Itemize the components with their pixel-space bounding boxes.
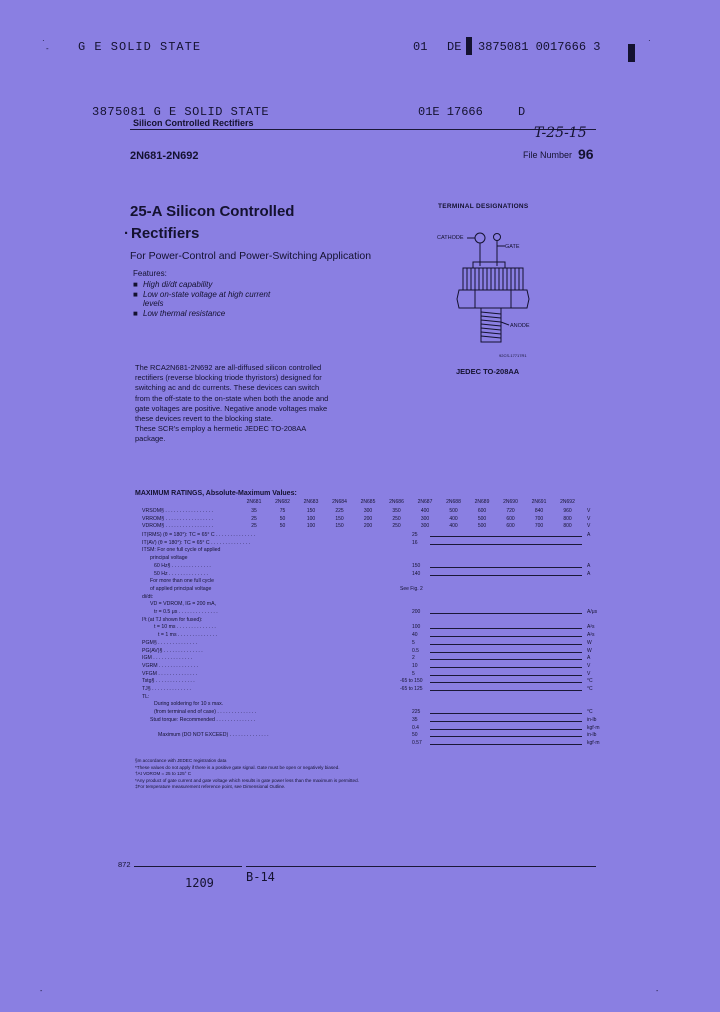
leader-line [430, 567, 582, 568]
voltage-value: 400 [449, 515, 458, 522]
voltage-value: 25 [251, 523, 257, 529]
rating-row-label: Stud torque: Recommended . . . . . . . . . . . . . . [150, 716, 256, 723]
figure-code: 92CS-17717R1 [499, 353, 527, 358]
title-line-2: Rectifiers [131, 225, 200, 242]
rating-unit: A²s [587, 624, 595, 631]
rating-unit: A [587, 532, 591, 538]
leader-line [430, 736, 582, 737]
part-number-col: 2N683 [303, 499, 319, 505]
header-rule [130, 129, 596, 130]
rating-value: See Fig. 2 [400, 585, 423, 592]
leader-line [430, 690, 582, 691]
rating-value: 50 [412, 732, 418, 739]
leader-line [430, 682, 582, 683]
footnote: §In accordance with JEDEC registration data [135, 758, 227, 763]
voltage-value: 600 [506, 523, 515, 529]
rating-row-label: t = 1 ms . . . . . . . . . . . . . . [158, 632, 217, 639]
rating-row-label: 60 Hz§ . . . . . . . . . . . . . . [154, 562, 211, 569]
leader-line [430, 652, 582, 653]
rating-value: 16 [412, 539, 418, 546]
rating-value: 0.4 [412, 724, 419, 731]
rating-value: 200 [412, 609, 421, 615]
barcode-mark [628, 44, 635, 62]
footnote: †At VDROM = 25 to 125° C [135, 771, 192, 776]
voltage-value: 500 [477, 515, 487, 522]
leader-line [430, 575, 582, 576]
rating-unit: kgf·m [587, 739, 600, 746]
voltage-value: 800 [563, 515, 572, 522]
leader-line [430, 659, 582, 660]
rating-unit: V [587, 670, 591, 677]
scan-mark: - [40, 988, 43, 995]
label-gate: GATE [505, 244, 520, 250]
voltage-value: 150 [306, 508, 316, 514]
leader-line [430, 744, 582, 745]
footnote: *Any product of gate current and gate voltage which results in gate power less than the maximum is permitted. [135, 777, 359, 783]
subtitle: For Power-Control and Power-Switching Application [130, 250, 372, 262]
rating-unit: in-lb [587, 732, 597, 739]
voltage-value: 150 [335, 523, 344, 529]
description-line: from the off-state to the on-state when both the anode and [135, 393, 329, 403]
rating-row-label: 50 Hz . . . . . . . . . . . . . . [154, 570, 208, 577]
voltage-value: 400 [449, 523, 458, 529]
feature-item: levels [143, 299, 164, 308]
scan-mark: · [42, 36, 45, 45]
rating-value: -65 to 125 [400, 686, 423, 692]
part-number-col: 2N691 [531, 499, 547, 505]
header2-subtitle: Silicon Controlled Rectifiers [133, 118, 254, 128]
label-anode: ANODE [510, 323, 530, 329]
description-line: switching ac and dc currents. These devices can switch [135, 383, 320, 393]
voltage-value: 700 [534, 523, 544, 529]
footnotes [135, 758, 359, 791]
voltage-value: 100 [306, 523, 316, 529]
voltage-row-label: VRSOM§ . . . . . . . . . . . . . . . . . [142, 508, 213, 514]
voltage-value: 100 [306, 515, 316, 522]
rating-row-label: I²t (at TJ shown for fused): [142, 616, 203, 623]
rating-unit: V [587, 662, 591, 669]
bottom-rule-left [134, 866, 242, 867]
scan-mark: - [46, 44, 49, 53]
rating-row-label: of applied principal voltage [150, 585, 212, 592]
rating-value: 150 [412, 562, 421, 569]
part-number-col: 2N692 [560, 499, 575, 505]
rating-value: 40 [412, 632, 418, 639]
bottom-rule-right [246, 866, 596, 867]
rating-row-label: For more than one full cycle [150, 578, 215, 585]
part-range: 2N681-2N692 [130, 150, 199, 162]
leader-line [430, 667, 582, 668]
ratings-title: MAXIMUM RATINGS, Absolute-Maximum Values: [135, 490, 297, 497]
leader-line [430, 628, 582, 629]
voltage-value: 700 [534, 515, 544, 522]
rating-value: -65 to 150 [400, 678, 423, 685]
part-number-col: 2N681 [246, 499, 262, 505]
package-label: JEDEC TO-208AA [456, 367, 520, 376]
leader-line [430, 675, 582, 676]
part-number-col: 2N685 [360, 499, 376, 505]
barcode-mark [466, 37, 472, 55]
voltage-row-label: VDROM§ . . . . . . . . . . . . . . . . . [142, 523, 214, 529]
rating-row-label: Tstg§ . . . . . . . . . . . . . . [142, 678, 195, 685]
description-line: these devices revert to the blocking state. [135, 414, 273, 424]
part-number-col: 2N686 [389, 499, 404, 505]
rating-row-label: (from terminal end of case) . . . . . . . . . . . . . . [154, 709, 257, 716]
part-number-col: 2N689 [474, 499, 490, 505]
voltage-value: 200 [363, 515, 373, 522]
label-cathode: CATHODE [437, 235, 464, 241]
leader-line [430, 636, 582, 637]
header2-left: 3875081 G E SOLID STATE [92, 105, 270, 119]
voltage-value: 250 [392, 515, 401, 522]
leader-line [430, 713, 582, 714]
rating-row-label: IT(RMS) (θ = 180°): TC = 65° C . . . . . . . . . . . . . . [142, 532, 256, 538]
title-line-1: 25-A Silicon Controlled [130, 203, 295, 220]
rating-value: 140 [412, 570, 421, 577]
rating-unit: A [587, 570, 591, 577]
voltage-value: 300 [363, 508, 373, 514]
rating-unit: W [587, 647, 592, 654]
leader-line [430, 721, 582, 722]
description-line: package. [135, 434, 166, 444]
voltage-value: 960 [563, 508, 572, 514]
rating-unit: A²s [587, 632, 595, 639]
top-header-code3: 3875081 0017666 3 [478, 40, 601, 54]
handwritten-note: T-25-15 [534, 125, 587, 141]
rating-row-label: Maximum (DO NOT EXCEED) . . . . . . . . . . . . . . [158, 732, 269, 739]
voltage-value: 200 [363, 523, 373, 529]
voltage-value: 25 [251, 515, 257, 522]
rating-value: 225 [412, 709, 421, 716]
rating-value: 10 [412, 662, 418, 669]
rating-value: 2 [412, 655, 415, 662]
bullet: ■ [133, 280, 138, 289]
voltage-value: 150 [335, 515, 344, 522]
handwritten-bottom-1: 1209 [185, 876, 214, 890]
rating-row-label: di/dt: [142, 593, 154, 600]
voltage-unit: V [587, 515, 591, 522]
leader-line [430, 729, 582, 730]
file-number: 96 [578, 146, 594, 162]
part-number-col: 2N684 [332, 499, 347, 505]
handwritten-bottom-2: B-14 [246, 870, 275, 884]
description [135, 363, 328, 445]
voltage-unit: V [587, 523, 591, 529]
features-label: Features: [133, 269, 167, 278]
voltage-value: 600 [506, 515, 515, 522]
voltage-value: 250 [392, 523, 401, 529]
voltage-value: 400 [420, 508, 430, 514]
rating-row-label: IT(AV) (θ = 180°): TC = 65° C . . . . . . . . . . . . . . [142, 539, 251, 546]
voltage-unit: V [587, 508, 591, 514]
rating-unit: A [587, 562, 591, 569]
rating-value: 100 [412, 624, 421, 631]
rating-value: 5 [412, 639, 415, 646]
feature-item: Low thermal resistance [143, 309, 226, 318]
footnote: *These values do not apply if there is a positive gate signal. Gate must be open or negatively biased. [135, 764, 340, 770]
rating-row-label: VD = VDROM, IG = 200 mA, [150, 601, 217, 608]
rating-unit: A [587, 655, 591, 662]
top-header-left: G E SOLID STATE [78, 40, 202, 54]
part-number-col: 2N688 [446, 499, 461, 505]
scr-package-drawing [455, 222, 535, 357]
file-number-label: File Number [523, 150, 573, 160]
voltage-value: 225 [335, 508, 344, 514]
rating-row-label: TL: [142, 693, 150, 700]
rating-row-label: VGRM . . . . . . . . . . . . . . [142, 662, 198, 669]
voltage-value: 500 [477, 523, 487, 529]
voltage-value: 50 [279, 515, 286, 522]
bullet: ■ [133, 309, 138, 318]
rating-row-label: During soldering for 10 s max. [154, 701, 224, 708]
rating-value: 0.57 [412, 739, 422, 746]
voltage-value: 300 [420, 515, 430, 522]
rating-unit: W [587, 639, 592, 646]
voltage-value: 35 [251, 508, 257, 514]
voltage-value: 350 [392, 508, 401, 514]
rating-unit: °C [587, 678, 593, 685]
rating-row-label: PGM§ . . . . . . . . . . . . . . [142, 639, 198, 646]
rating-value: 5 [412, 670, 415, 677]
part-number-col: 2N690 [503, 499, 518, 505]
rating-unit: kgf·m [587, 724, 600, 731]
voltage-row-label: VRROM§ . . . . . . . . . . . . . . . . . [142, 515, 214, 522]
diagram-title: TERMINAL DESIGNATIONS [438, 203, 529, 210]
rating-row-label: ITSM: For one full cycle of applied [142, 547, 221, 554]
rating-row-label: TJ§ . . . . . . . . . . . . . . [142, 686, 192, 692]
leader-line [430, 536, 582, 537]
leader-line [430, 644, 582, 645]
description-line: The RCA2N681-2N692 are all-diffused silicon controlled [135, 363, 322, 372]
feature-item: Low on-state voltage at high current [143, 290, 271, 299]
rating-row-label: IGM . . . . . . . . . . . . . . [142, 655, 193, 662]
rating-unit: °C [587, 709, 593, 716]
page-number: 872 [118, 860, 131, 869]
header2-middle: 01E 17666 [418, 105, 483, 119]
rating-row-label: tr = 0.5 μs . . . . . . . . . . . . . . [154, 609, 218, 615]
voltage-value: 300 [420, 523, 430, 529]
feature-item: High di/dt capability [143, 280, 213, 289]
rating-row-label: PG(AV)§ . . . . . . . . . . . . . . [142, 647, 203, 654]
rating-row-label: VFGM . . . . . . . . . . . . . . [142, 670, 198, 677]
rating-unit: in-lb [587, 716, 597, 723]
bullet: ■ [133, 290, 138, 299]
description-line: rectifiers (reverse blocking triode thyristors) designed for [135, 373, 322, 383]
part-number-col: 2N682 [275, 499, 290, 505]
description-line: These SCR's employ a hermetic JEDEC TO-208AA [135, 424, 307, 434]
scan-mark: · [648, 36, 651, 45]
footnote: ‡For temperature measurement reference point, see Dimensional Outline. [135, 784, 286, 789]
voltage-value: 75 [279, 508, 286, 514]
rating-row-label: t = 10 ms . . . . . . . . . . . . . . [154, 624, 216, 631]
rating-value: 0.5 [412, 647, 419, 654]
top-header-code1: 01 [413, 40, 428, 54]
voltage-value: 840 [534, 508, 544, 514]
leader-line [430, 544, 582, 545]
voltage-value: 500 [449, 508, 458, 514]
title-bullet: · [124, 225, 129, 242]
part-number-col: 2N687 [417, 499, 433, 505]
voltage-value: 50 [279, 523, 286, 529]
scan-mark: - [656, 988, 659, 995]
rating-unit: °C [587, 686, 593, 692]
rating-value: 35 [412, 716, 418, 723]
voltage-value: 600 [477, 508, 487, 514]
header2-right: D [518, 105, 526, 119]
rating-unit: A/μs [587, 609, 598, 615]
rating-row-label: principal voltage [150, 555, 188, 562]
leader-line [430, 613, 582, 614]
rating-value: 25 [412, 532, 418, 538]
voltage-value: 720 [506, 508, 515, 514]
description-line: gate voltages are positive. Negative anode voltages make [135, 403, 328, 413]
top-header-code2: DE [447, 40, 462, 54]
voltage-value: 800 [563, 523, 572, 529]
